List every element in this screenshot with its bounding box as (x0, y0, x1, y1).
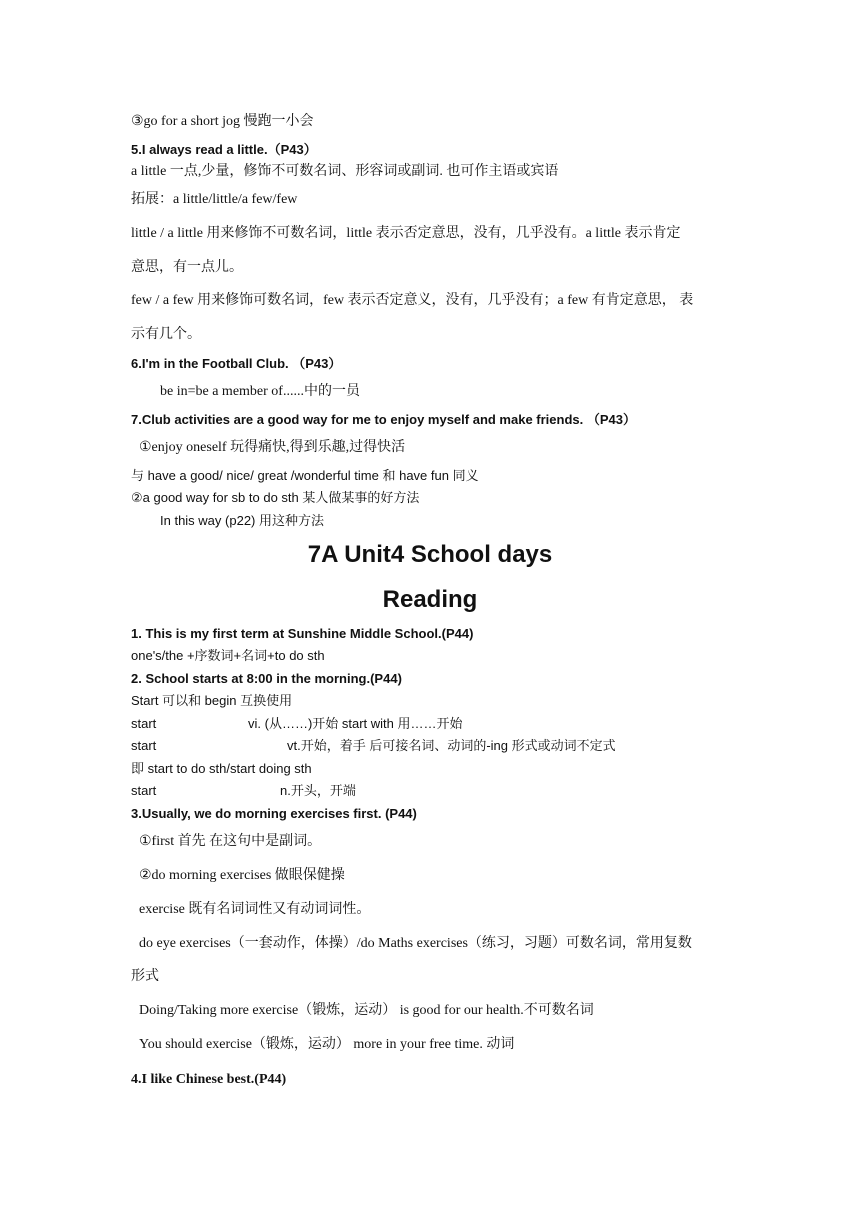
text-line: 意思，有一点儿。 (131, 260, 243, 275)
term-label: start (131, 783, 157, 798)
text-line: Start 可以和 begin 互换使用 (131, 693, 293, 708)
item-heading: 5.I always read a little.（P43） (131, 142, 317, 157)
item-heading: 7.Club activities are a good way for me to enjoy myself and make friends. （P43） (131, 412, 636, 427)
text-line: exercise 既有名词词性又有动词词性。 (139, 902, 371, 917)
text-line: 即 start to do sth/start doing sth (131, 761, 312, 776)
text-line: few / a few 用来修饰可数名词，few 表示否定意义，没有，几乎没有；a few 有肯定意思， 表 (131, 293, 694, 308)
text-line: 形式 (131, 969, 159, 984)
text-line: You should exercise（锻炼，运动） more in your free time. 动词 (139, 1037, 515, 1052)
term-definition: n.开头，开端 (280, 783, 356, 798)
text-line: ①enjoy oneself 玩得痛快,得到乐趣,过得快活 (139, 440, 406, 455)
text-line: ③go for a short jog 慢跑一小会 (131, 114, 314, 129)
section-title: Reading (382, 586, 478, 613)
text-line: ②do morning exercises 做眼保健操 (139, 868, 345, 883)
item-heading: 2. School starts at 8:00 in the morning.(P44) (131, 671, 402, 686)
text-line: 与 have a good/ nice/ great /wonderful time 和 have fun 同义 (131, 468, 479, 483)
text-line: little / a little 用来修饰不可数名词，little 表示否定意思，没有，几乎没有。a little 表示肯定 (131, 226, 681, 241)
text-line: 拓展：a little/little/a few/few (131, 192, 298, 207)
term-definition: vt.开始，着手 后可接名词、动词的-ing 形式或动词不定式 (287, 738, 616, 753)
item-heading: 6.I'm in the Football Club. （P43） (131, 356, 342, 371)
text-line: ②a good way for sb to do sth 某人做某事的好方法 (131, 490, 420, 505)
item-heading: 4.I like Chinese best.(P44) (131, 1072, 287, 1087)
text-line: be in=be a member of......中的一员 (160, 384, 360, 399)
text-line: do eye exercises（一套动作，体操）/do Maths exercises（练习，习题）可数名词，常用复数 (139, 936, 692, 951)
text-line: In this way (p22) 用这种方法 (160, 513, 324, 528)
term-definition: vi. (从……)开始 start with 用……开始 (248, 716, 463, 731)
text-line: ①first 首先 在这句中是副词。 (139, 834, 322, 849)
text-line: a little 一点,少量，修饰不可数名词、形容词或副词. 也可作主语或宾语 (131, 164, 559, 179)
term-label: start (131, 738, 157, 753)
unit-title: 7A Unit4 School days (307, 541, 553, 568)
item-heading: 3.Usually, we do morning exercises first. (P44) (131, 806, 417, 821)
text-line: one's/the +序数词+名词+to do sth (131, 648, 325, 663)
term-label: start (131, 716, 157, 731)
text-line: Doing/Taking more exercise（锻炼，运动） is good for our health.不可数名词 (139, 1003, 594, 1018)
text-line: 示有几个。 (131, 327, 201, 342)
item-heading: 1. This is my first term at Sunshine Middle School.(P44) (131, 626, 474, 641)
